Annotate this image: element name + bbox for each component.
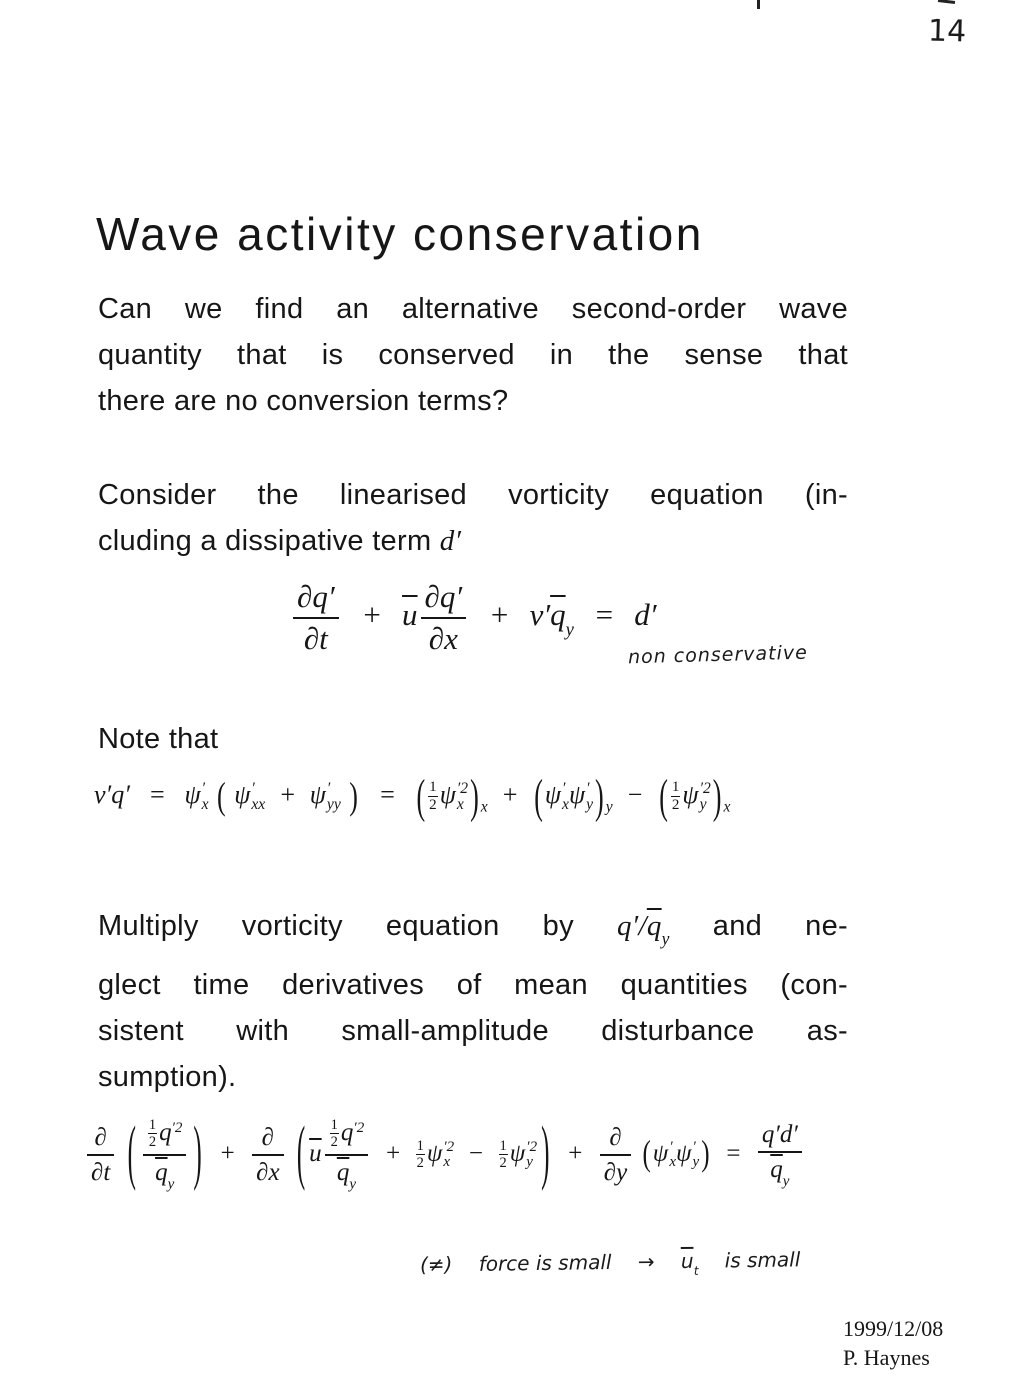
half-numerator: 1 — [330, 1117, 338, 1133]
q: q — [340, 1119, 354, 1147]
frac-d-dt — [87, 1124, 114, 1187]
minus-operator: − — [626, 780, 644, 810]
u-bar: $\overline{u}$ — [680, 1248, 694, 1274]
psi-scripts — [586, 781, 593, 812]
equals-sign: = — [148, 780, 166, 810]
half-numerator: 1 — [671, 779, 680, 795]
q-prime: q′ — [617, 910, 639, 942]
frac-dq-dt — [293, 580, 339, 656]
right-paren: ) — [193, 1114, 202, 1194]
plus-operator: + — [278, 780, 297, 810]
u-bar: $\overline{u}$ — [402, 597, 418, 633]
multiply-line: glect time derivatives of mean quantities (con- — [98, 968, 848, 1001]
footer — [843, 1314, 943, 1372]
y-subscript: y — [692, 1154, 700, 1171]
outer-y-subscript: y — [605, 798, 613, 816]
psi-scripts — [526, 1140, 537, 1170]
q-bar: $\overline{q}$ — [336, 1158, 350, 1186]
one-half-fraction — [330, 1118, 339, 1151]
right-paren: ) — [712, 769, 722, 823]
half-numerator: 1 — [148, 1117, 157, 1133]
x-subscript: x — [562, 796, 569, 814]
q-bar: $\overline{q}$ — [550, 597, 566, 633]
footer-date: 1999/12/08 — [843, 1316, 944, 1341]
equals-sign: = — [378, 780, 396, 810]
half-denominator: 2 — [429, 796, 437, 813]
t-subscript: t — [693, 1263, 699, 1278]
left-paren: ( — [659, 769, 668, 823]
prime-superscript: ′ — [326, 780, 331, 798]
psi: ψ — [544, 780, 562, 810]
psi: ψ — [682, 780, 699, 810]
note-heading: Note that — [98, 723, 219, 755]
psi-scripts — [693, 1140, 700, 1170]
q: q — [159, 1119, 172, 1147]
frac-qd-over-qbary — [758, 1121, 802, 1190]
multiply-line — [98, 903, 848, 962]
frac-denominator: ∂x — [421, 617, 467, 656]
plus-operator: + — [501, 780, 519, 810]
multiply-line: sistent with small-amplitude disturbance as- — [98, 1014, 848, 1047]
consider-line: Consider the linearised vorticity equation (in- — [98, 479, 848, 511]
half-denominator: 2 — [416, 1155, 424, 1172]
frac-numerator: ∂ — [609, 1123, 622, 1151]
handnote-clause1: force is small — [478, 1249, 612, 1276]
intro-paragraph — [98, 286, 848, 424]
frac-d-dy — [600, 1124, 631, 1187]
psi-scripts — [669, 1140, 676, 1170]
q-bar-subscript: y — [565, 619, 574, 641]
prime-squared-superscript: ′2 — [699, 780, 711, 798]
frac-numerator — [325, 1118, 369, 1154]
y-subscript: y — [526, 1154, 533, 1171]
one-half-fraction — [428, 780, 438, 814]
plus-operator: + — [488, 597, 510, 633]
y-subscript: y — [782, 1173, 790, 1190]
v-prime: v′ — [529, 597, 551, 633]
stray-mark-tick — [757, 0, 760, 9]
prime-superscript: ′ — [692, 1139, 696, 1156]
consider-line — [98, 518, 848, 564]
frac-denominator: ∂x — [252, 1154, 283, 1187]
psi-scripts — [700, 781, 711, 812]
y-subscript: y — [167, 1176, 175, 1193]
equation-linearised-vorticity — [290, 580, 657, 656]
x-subscript: x — [669, 1154, 676, 1171]
psi-x: ψ — [184, 780, 201, 810]
left-paren: ( — [127, 1114, 136, 1194]
handnote-prefix: (≠) — [419, 1252, 453, 1277]
right-paren: ) — [595, 769, 604, 823]
multiply-tail-text: and ne- — [669, 910, 848, 942]
vq-product: v′q′ — [94, 780, 130, 810]
one-half-fraction — [148, 1118, 157, 1151]
psi-scripts — [562, 781, 569, 812]
psi: ψ — [652, 1140, 669, 1168]
prime-squared-superscript: ′2 — [456, 780, 469, 798]
equation-flux-identity — [94, 769, 731, 823]
plus-operator: + — [361, 597, 383, 633]
frac-d-dx — [252, 1124, 283, 1187]
q-bar: $\overline{q}$ — [155, 1158, 168, 1186]
frac-numerator: ∂ — [261, 1123, 275, 1151]
frac-numerator: ∂q′ — [297, 579, 335, 614]
right-paren: ) — [470, 769, 479, 823]
frac-numerator: ∂q′ — [424, 579, 463, 614]
page-number: 14 — [927, 13, 967, 50]
intro-line: Can we find an alternative second-order wave — [98, 293, 848, 325]
psi: ψ — [426, 1140, 443, 1168]
intro-line: there are no conversion terms? — [98, 385, 509, 417]
frac-denominator — [758, 1151, 802, 1190]
frac-numerator: ∂ — [94, 1123, 107, 1151]
psi-xx: ψ — [234, 780, 251, 810]
plus-operator: + — [566, 1140, 584, 1168]
equals-sign: = — [724, 1140, 742, 1168]
footer-author: P. Haynes — [843, 1345, 930, 1370]
left-paren: ( — [534, 769, 543, 823]
psi: ψ — [568, 780, 586, 810]
prime-squared-superscript: ′2 — [353, 1119, 365, 1136]
frac-denominator: ∂t — [87, 1154, 114, 1187]
x-subscript: x — [443, 1154, 451, 1171]
prime-superscript: ′ — [201, 780, 206, 798]
half-numerator: 1 — [429, 779, 437, 795]
prime-superscript: ′ — [669, 1139, 673, 1156]
slash: / — [638, 910, 647, 942]
psi-yy: ψ — [309, 780, 326, 810]
frac-halfq2-over-qbary — [143, 1118, 187, 1193]
multiply-lead-text: Multiply vorticity equation by — [98, 910, 618, 942]
half-denominator: 2 — [671, 796, 680, 813]
frac-denominator: ∂y — [600, 1154, 631, 1187]
handnote-clause2: is small — [724, 1247, 801, 1273]
equals-sign: = — [593, 597, 615, 633]
psi: ψ — [439, 780, 456, 810]
right-paren: ) — [541, 1114, 550, 1194]
half-denominator: 2 — [148, 1134, 157, 1151]
consider-line-text: cluding a dissipative term — [98, 525, 440, 557]
psi-xx-scripts — [251, 781, 265, 812]
q-bar: $\overline{q}$ — [646, 910, 662, 942]
left-paren: ( — [296, 1114, 306, 1194]
dissipation-term: d′ — [634, 597, 657, 633]
psi-yy-scripts — [327, 781, 341, 812]
half-numerator: 1 — [499, 1137, 507, 1154]
multiply-line: sumption). — [98, 1060, 237, 1093]
prime-superscript: ′ — [586, 780, 590, 798]
right-paren: ) — [349, 775, 358, 818]
u-bar: $\overline{u}$ — [309, 1140, 322, 1168]
left-paren: ( — [217, 775, 226, 818]
equation-wave-activity — [84, 1114, 805, 1194]
one-half-fraction — [416, 1139, 425, 1172]
half-numerator: 1 — [416, 1137, 424, 1154]
y-subscript: y — [586, 796, 594, 814]
prime-squared-superscript: ′2 — [526, 1139, 538, 1156]
outer-x-subscript: x — [723, 798, 731, 816]
prime-superscript: ′ — [562, 780, 566, 798]
q-over-qbar — [617, 910, 670, 949]
yy-subscript: yy — [326, 796, 341, 814]
page-title: Wave activity conservation — [96, 207, 704, 260]
minus-operator: − — [467, 1140, 485, 1168]
stray-mark-corner — [938, 0, 955, 4]
right-paren: ) — [701, 1135, 710, 1175]
frac-numerator: q′d′ — [761, 1120, 798, 1148]
frac-dq-dx — [421, 580, 467, 656]
handwritten-note-force-small — [420, 1247, 801, 1281]
psi-scripts — [457, 781, 468, 812]
intro-line: quantity that is conserved in the sense that — [98, 339, 848, 371]
psi-x-scripts — [202, 781, 209, 812]
y-subscript: y — [699, 796, 707, 814]
prime-squared-superscript: ′2 — [171, 1119, 183, 1136]
handwritten-annotation-non-conservative: non conservative — [627, 641, 809, 669]
consider-paragraph — [98, 472, 848, 564]
xx-subscript: xx — [251, 796, 266, 814]
q-bar: $\overline{q}$ — [770, 1156, 783, 1184]
psi-scripts — [443, 1140, 454, 1170]
frac-halfq2-over-qbary — [325, 1118, 369, 1193]
frac-denominator — [325, 1154, 369, 1193]
prime-superscript: ′ — [251, 780, 255, 798]
half-denominator: 2 — [499, 1155, 507, 1172]
outer-x-subscript: x — [480, 798, 488, 816]
frac-denominator: ∂t — [293, 617, 339, 656]
plus-operator: + — [384, 1140, 402, 1168]
x-subscript: x — [201, 796, 209, 814]
y-subscript: y — [349, 1176, 356, 1193]
x-subscript: x — [456, 796, 464, 814]
plus-operator: + — [219, 1140, 236, 1168]
left-paren: ( — [642, 1135, 651, 1175]
one-half-fraction — [499, 1139, 508, 1172]
multiply-paragraph — [98, 903, 848, 1100]
y-subscript: y — [661, 928, 670, 949]
psi: ψ — [676, 1140, 692, 1168]
one-half-fraction — [671, 780, 681, 814]
frac-numerator — [143, 1118, 187, 1154]
prime-squared-superscript: ′2 — [443, 1139, 455, 1156]
left-paren: ( — [416, 769, 426, 823]
dissipative-term-symbol: d′ — [439, 525, 462, 557]
right-arrow: → — [637, 1249, 655, 1274]
frac-denominator — [143, 1154, 187, 1193]
half-denominator: 2 — [330, 1134, 338, 1151]
psi: ψ — [509, 1140, 526, 1168]
